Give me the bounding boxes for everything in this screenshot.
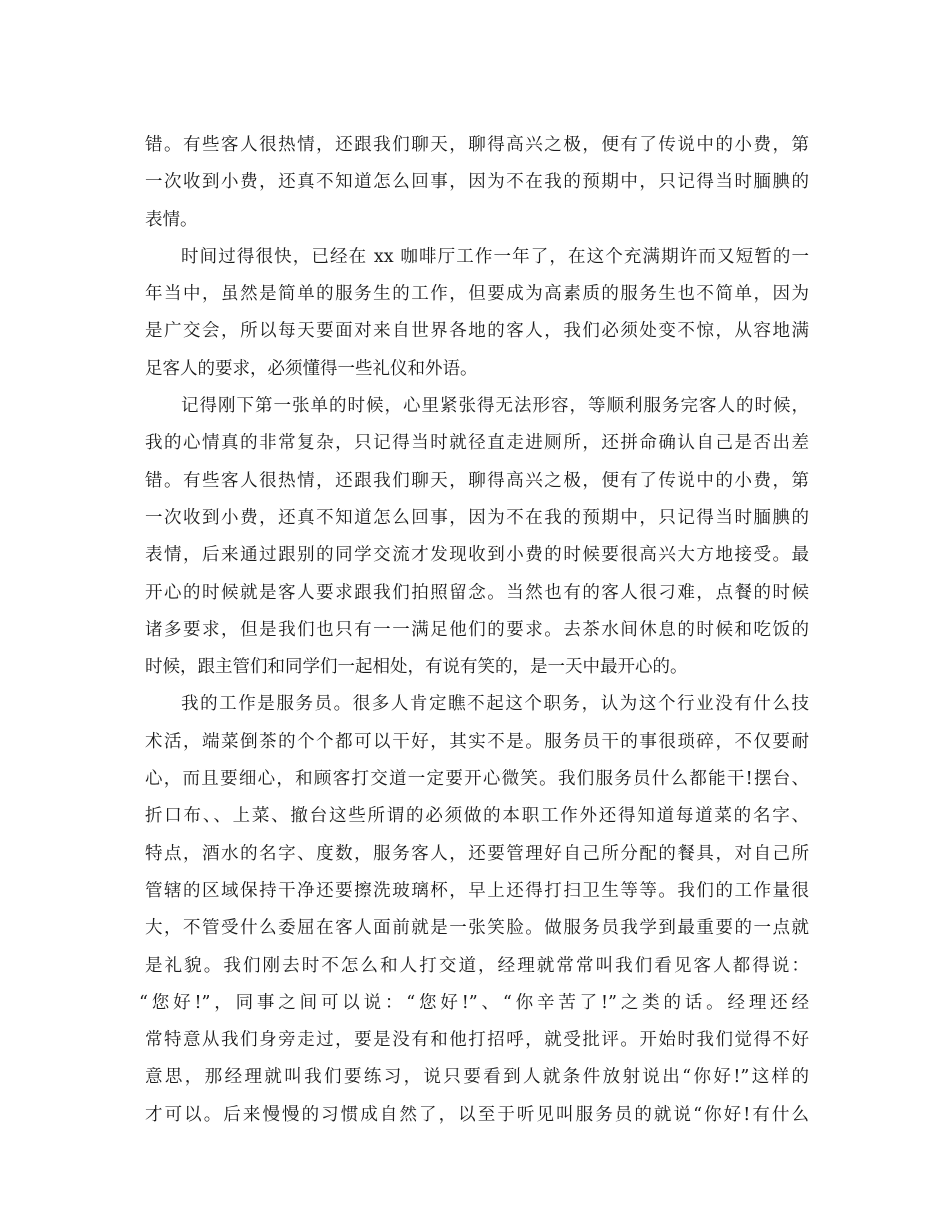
text-line: 错。有些客人很热情，还跟我们聊天，聊得高兴之极，便有了传说中的小费，第 [145, 470, 809, 491]
text-line: 年当中，虽然是简单的服务生的工作，但要成为高素质的服务生也不简单，因为 [145, 284, 809, 305]
text-line: 错。有些客人很热情，还跟我们聊天，聊得高兴之极，便有了传说中的小费，第 [145, 135, 809, 155]
text-line: 术活，端菜倒茶的个个都可以干好，其实不是。服务员干的事很琐碎，不仅要耐 [145, 731, 809, 752]
text-line: 常特意从我们身旁走过，要是没有和他打招呼，就受批评。开始时我们觉得不好 [145, 1030, 809, 1051]
text-line: 表情。 [145, 209, 198, 230]
text-line: 折口布、、上菜、撤台这些所谓的必须做的本职工作外还得知道每道菜的名字、 [145, 806, 809, 827]
text-line: 大，不管受什么委屈在客人面前就是一张笑脸。做服务员我学到最重要的一点就 [145, 918, 809, 939]
text-line: 特点，酒水的名字、度数，服务客人，还要管理好自己所分配的餐具，对自己所 [145, 843, 809, 864]
text-line: 开心的时候就是客人要求跟我们拍照留念。当然也有的客人很刁难，点餐的时候 [145, 582, 809, 603]
text-line: 我的工作是服务员。很多人肯定瞧不起这个职务，认为这个行业没有什么技 [181, 694, 809, 715]
text-line: 时候，跟主管们和同学们一起相处，有说有笑的，是一天中最开心的。 [145, 657, 688, 678]
text-line: 表情，后来通过跟别的同学交流才发现收到小费的时候要很高兴大方地接受。最 [145, 545, 809, 566]
text-line: 意思，那经理就叫我们要练习，说只要看到人就条件放射说出“你好!”这样的 [145, 1067, 809, 1088]
text-line: 心，而且要细心，和顾客打交道一定要开心微笑。我们服务员什么都能干!摆台、 [145, 769, 809, 790]
text-line: 一次收到小费，还真不知道怎么回事，因为不在我的预期中，只记得当时腼腆的 [145, 507, 809, 528]
text-line: 诸多要求，但是我们也只有一一满足他们的要求。去茶水间休息的时候和吃饭的 [145, 619, 809, 640]
text-line: 是广交会，所以每天要面对来自世界各地的客人，我们必须处变不惊，从容地满 [145, 321, 809, 342]
text-line: 足客人的要求，必须懂得一些礼仪和外语。 [145, 358, 478, 379]
text-line: “您好!”，同事之间可以说：“您好!”、“你辛苦了!”之类的话。经理还经 [139, 992, 809, 1013]
text-line: 一次收到小费，还真不知道怎么回事，因为不在我的预期中，只记得当时腼腆的 [145, 172, 809, 193]
text-line: 时间过得很快，已经在 xx 咖啡厅工作一年了，在这个充满期许而又短暂的一 [181, 246, 809, 267]
text-line: 记得刚下第一张单的时候，心里紧张得无法形容，等顺利服务完客人的时候， [181, 396, 809, 417]
document-body [139, 127, 809, 1134]
text-line: 是礼貌。我们刚去时不怎么和人打交道，经理就常常叫我们看见客人都得说： [145, 955, 809, 976]
text-line: 管辖的区域保持干净还要擦洗玻璃杯，早上还得打扫卫生等等。我们的工作量很 [145, 880, 809, 901]
text-line: 才可以。后来慢慢的习惯成自然了，以至于听见叫服务员的就说“你好!有什么 [145, 1104, 809, 1125]
text-line: 我的心情真的非常复杂，只记得当时就径直走进厕所，还拼命确认自己是否出差 [145, 433, 809, 454]
